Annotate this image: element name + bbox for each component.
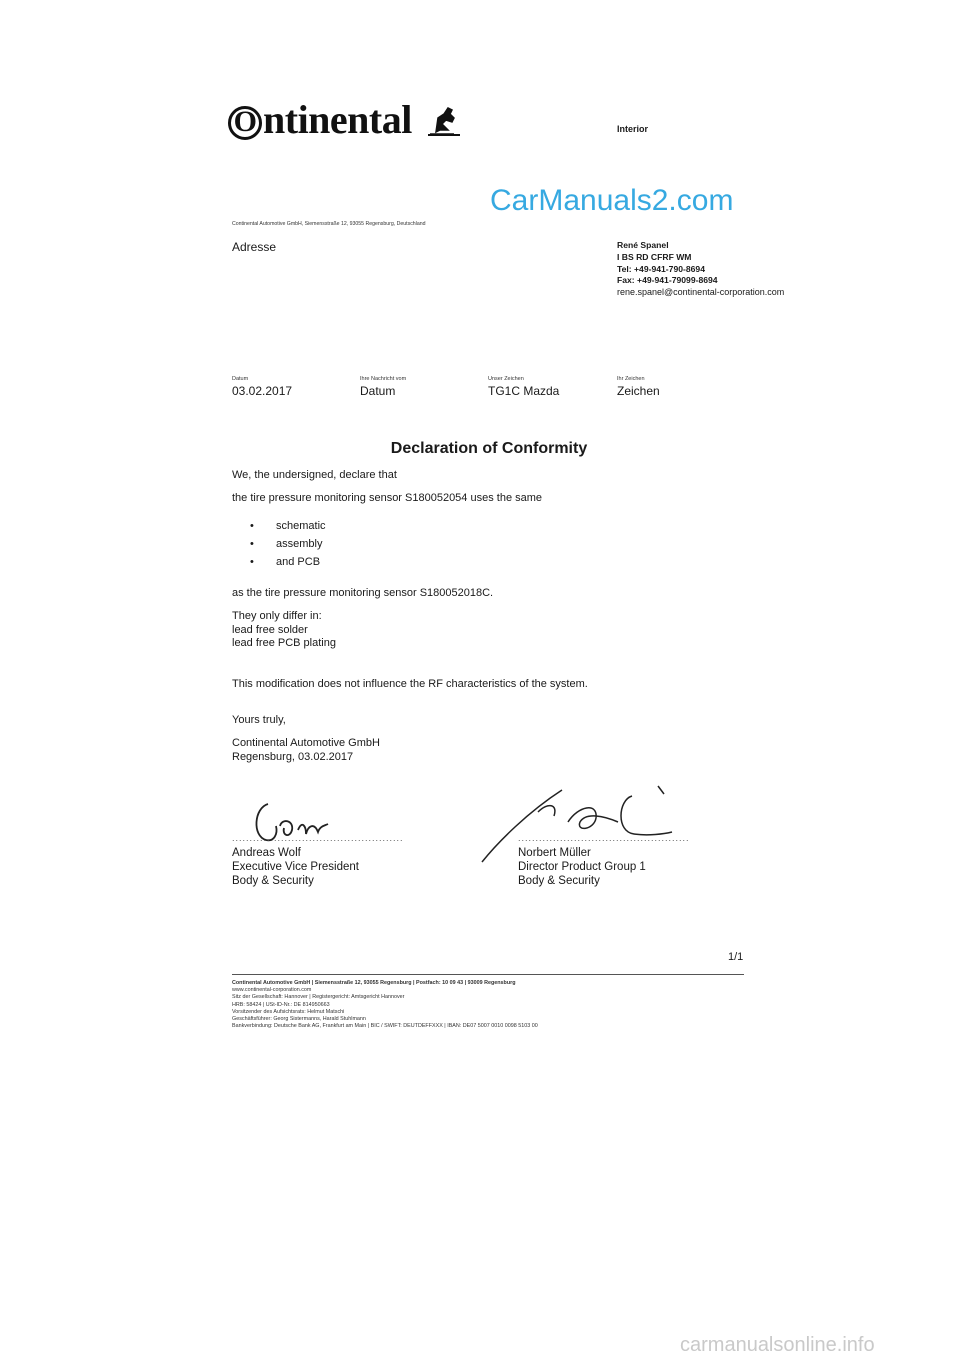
department-label: Interior (617, 124, 649, 134)
footer: Continental Automotive GmbH | Siemensstraße 12, 93055 Regensburg | Postfach: 10 09 43 | 93009 Regensburg www.continental-corporation.com Sitz der Gesellschaft: Hannover | Registergericht: Amtsgericht Hannover HRB: 58424 | USt-ID-Nr.: DE 814950663 Vorsitzender des Aufsichtsrats: Helmut Matschi Geschäftsführer: Georg Sistermanns, Harald Stuhlmann Bankverbindung: Deutsche Bank AG, Frankfurt am Main | BIC / SWIFT: DEUTDEFFXXX | IBAN: DE07 5007 0010 0098 5103 00 (232, 980, 538, 1030)
paragraph-declare: We, the undersigned, declare that (232, 469, 397, 481)
page-number: 1/1 (728, 951, 744, 963)
signature-line-2: ................................................. (518, 833, 690, 843)
ref-your-sign: Ihr Zeichen Zeichen (617, 376, 660, 398)
ref-your-message: Ihre Nachricht vom Datum (360, 376, 407, 398)
paragraph-sensor: the tire pressure monitoring sensor S180052054 uses the same (232, 492, 543, 504)
signatory-1: Andreas Wolf Executive Vice President Body & Security (232, 847, 359, 887)
watermark-top: CarManuals2.com (490, 184, 734, 217)
contact-dept: I BS RD CFRF WM (617, 251, 692, 262)
differ-block: They only differ in: lead free solder lead free PCB plating (232, 610, 336, 650)
contact-block (617, 240, 784, 299)
continental-logo (228, 92, 468, 148)
list-item: • schematic (250, 520, 326, 532)
paragraph-rf: This modification does not influence the RF characteristics of the system. (232, 678, 588, 690)
watermark-bottom: carmanualsonline.info (680, 1334, 875, 1356)
contact-fax: Fax: +49-941-79099-8694 (617, 275, 718, 286)
list-item: • assembly (250, 538, 323, 550)
closing: Yours truly, (232, 714, 286, 726)
paragraph-reference-sensor: as the tire pressure monitoring sensor S180052018C. (232, 587, 494, 599)
list-item: • and PCB (250, 556, 321, 568)
address-label: Adresse (232, 240, 277, 254)
contact-email: rene.spanel@continental-corporation.com (617, 287, 785, 298)
company-block: Continental Automotive GmbH Regensburg, 03.02.2017 (232, 737, 380, 763)
ref-our-sign: Unser Zeichen TG1C Mazda (488, 376, 560, 398)
signature-line-1: ................................................. (232, 833, 404, 843)
footer-divider (232, 974, 744, 975)
signatory-2: Norbert Müller Director Product Group 1 Body & Security (518, 847, 646, 887)
sender-line: Continental Automotive GmbH, Siemensstraße 12, 93055 Regensburg, Deutschland (232, 221, 426, 227)
horse-icon (426, 104, 462, 138)
logo-wordmark: O ntinental (228, 97, 412, 142)
contact-name: René Spanel (617, 240, 669, 250)
contact-tel: Tel: +49-941-790-8694 (617, 263, 705, 274)
ref-date: Datum 03.02.2017 (232, 376, 293, 398)
document-title: Declaration of Conformity (390, 440, 588, 457)
bullet-list (250, 520, 326, 574)
